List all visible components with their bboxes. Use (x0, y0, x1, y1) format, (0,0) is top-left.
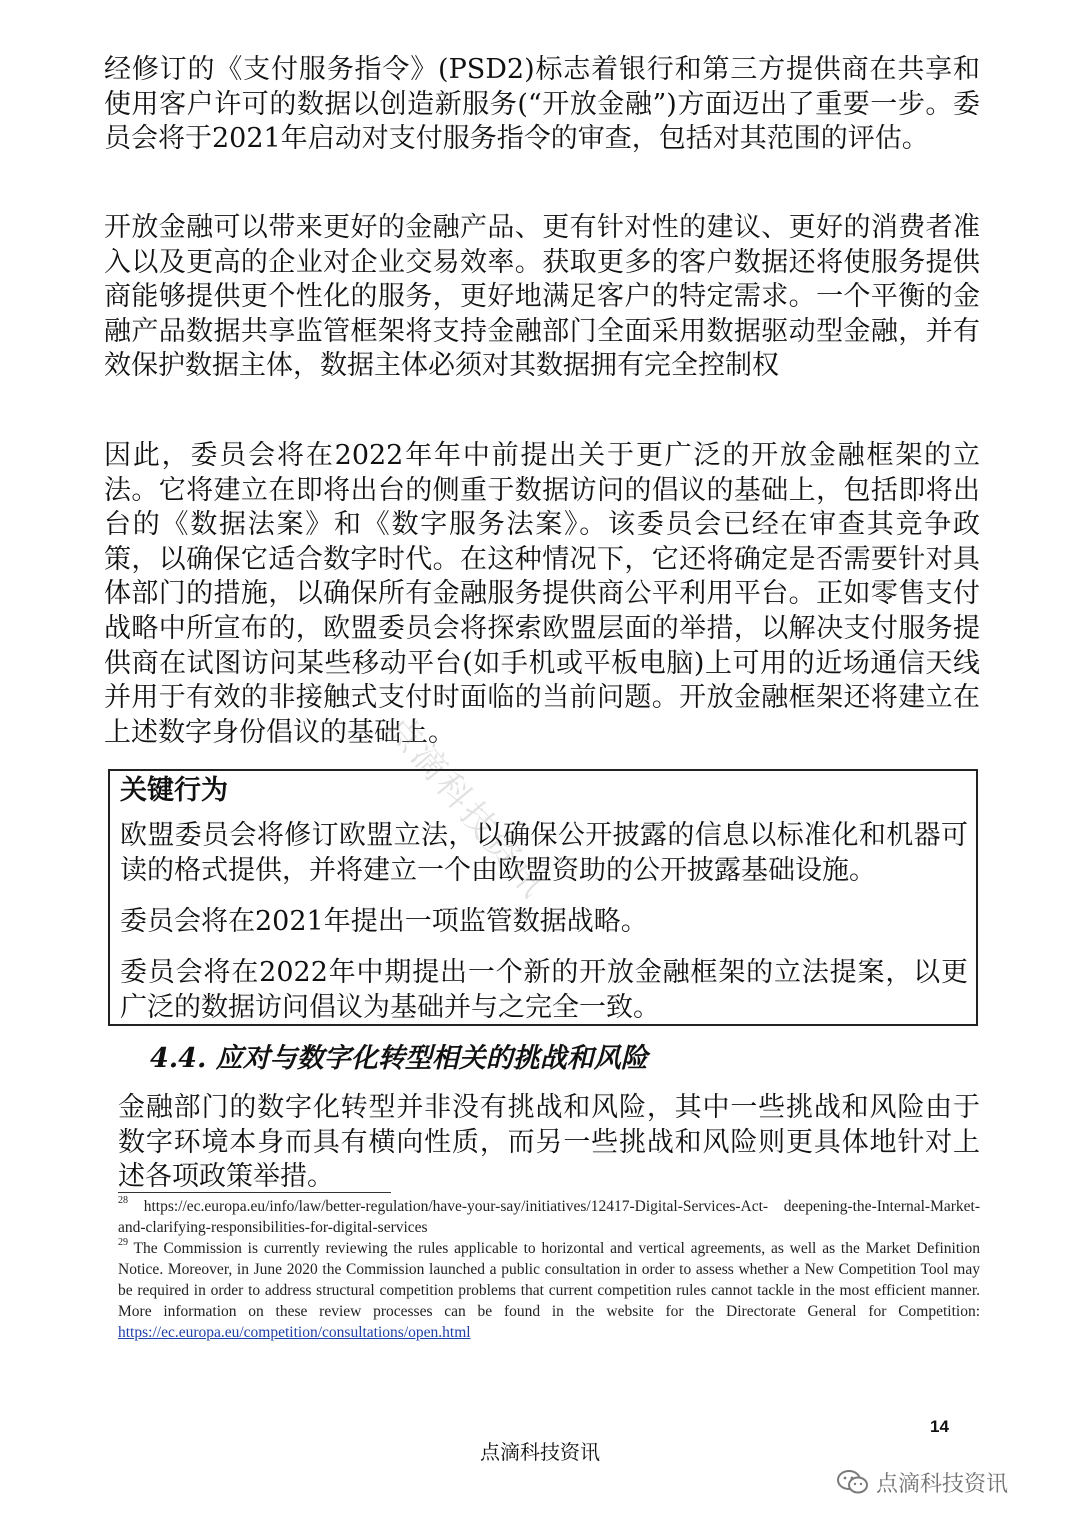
footnote-link[interactable]: https://ec.europa.eu/competition/consultations/open.html (118, 1324, 471, 1341)
diagonal-watermark: 点滴科技资讯 (378, 707, 556, 908)
key-actions-title: 关键行为 (120, 775, 228, 806)
wechat-icon (836, 1469, 870, 1495)
paragraph-legislation: 因此，委员会将在2022年年中前提出关于更广泛的开放金融框架的立法。它将建立在即将出台的侧重于数据访问的倡议的基础上，包括即将出台的《数据法案》和《数字服务法案》。该委员会已经在审查其竞争政策，以确保它适合数字时代。在这种情况下，它还将确定是否需要针对具体部门的措施，以确保所有金融服务提供商公平利用平台。正如零售支付战略中所宣布的，欧盟委员会将探索欧盟层面的举措，以解决支付服务提供商在试图访问某些移动平台(如手机或平板电脑)上可用的近场通信天线并用于有效的非接触式支付时面临的当前问题。开放金融框架还将建立在上述数字身份倡议的基础上。 (104, 440, 980, 748)
footnote-separator (118, 1192, 391, 1193)
key-actions-box (108, 769, 978, 1026)
footnote-28 (118, 1196, 980, 1238)
watermark-text: 点滴科技资讯 (876, 1471, 1009, 1497)
wechat-watermark (836, 1466, 1008, 1498)
page-number: 14 (930, 1417, 949, 1436)
section-heading: 4.4. 应对与数字化转型相关的挑战和风险 (150, 1043, 648, 1074)
footnote-number: 29 (118, 1237, 128, 1248)
section-paragraph: 金融部门的数字化转型并非没有挑战和风险，其中一些挑战和风险由于数字环境本身而具有横向性质，而另一些挑战和风险则更具体地针对上述各项政策举措。 (118, 1092, 980, 1193)
key-action-item: 欧盟委员会将修订欧盟立法，以确保公开披露的信息以标准化和机器可读的格式提供，并将建立一个由欧盟资助的公开披露基础设施。 (120, 820, 968, 886)
footnote-text: The Commission is currently reviewing the rules applicable to horizontal and vertical agreements, as well as the Market Definition Notice. Moreover, in June 2020 the Commission launched a public consultation in order to assess whether a New Competition Tool may be required in order to address structural competition problems that current competition rules cannot tackle in the most efficient manner. More information on these review processes can be found in the website for the Directorate General for Competition: (118, 1240, 980, 1320)
page-footer: 点滴科技资讯 (480, 1440, 600, 1464)
footnote-text: https://ec.europa.eu/info/law/better-regulation/have-your-say/initiatives/12417-Digital-Services-Act- deepening-the-Internal-Market-and-clarifying-responsibilities-for-digital-services (118, 1198, 981, 1236)
key-action-item: 委员会将在2022年中期提出一个新的开放金融框架的立法提案，以更广泛的数据访问倡议为基础并与之完全一致。 (120, 957, 968, 1023)
footnote-number: 28 (118, 1195, 128, 1206)
key-action-item: 委员会将在2021年提出一项监管数据战略。 (120, 906, 648, 937)
paragraph-psd2: 经修订的《支付服务指令》(PSD2)标志着银行和第三方提供商在共享和使用客户许可的数据以创造新服务(“开放金融”)方面迈出了重要一步。委员会将于2021年启动对支付服务指令的审查，包括对其范围的评估。 (104, 54, 980, 155)
paragraph-open-finance: 开放金融可以带来更好的金融产品、更有针对性的建议、更好的消费者准入以及更高的企业对企业交易效率。获取更多的客户数据还将使服务提供商能够提供更个性化的服务，更好地满足客户的特定需求。一个平衡的金融产品数据共享监管框架将支持金融部门全面采用数据驱动型金融，并有效保护数据主体，数据主体必须对其数据拥有完全控制权 (104, 212, 980, 382)
footnote-29 (118, 1238, 980, 1343)
